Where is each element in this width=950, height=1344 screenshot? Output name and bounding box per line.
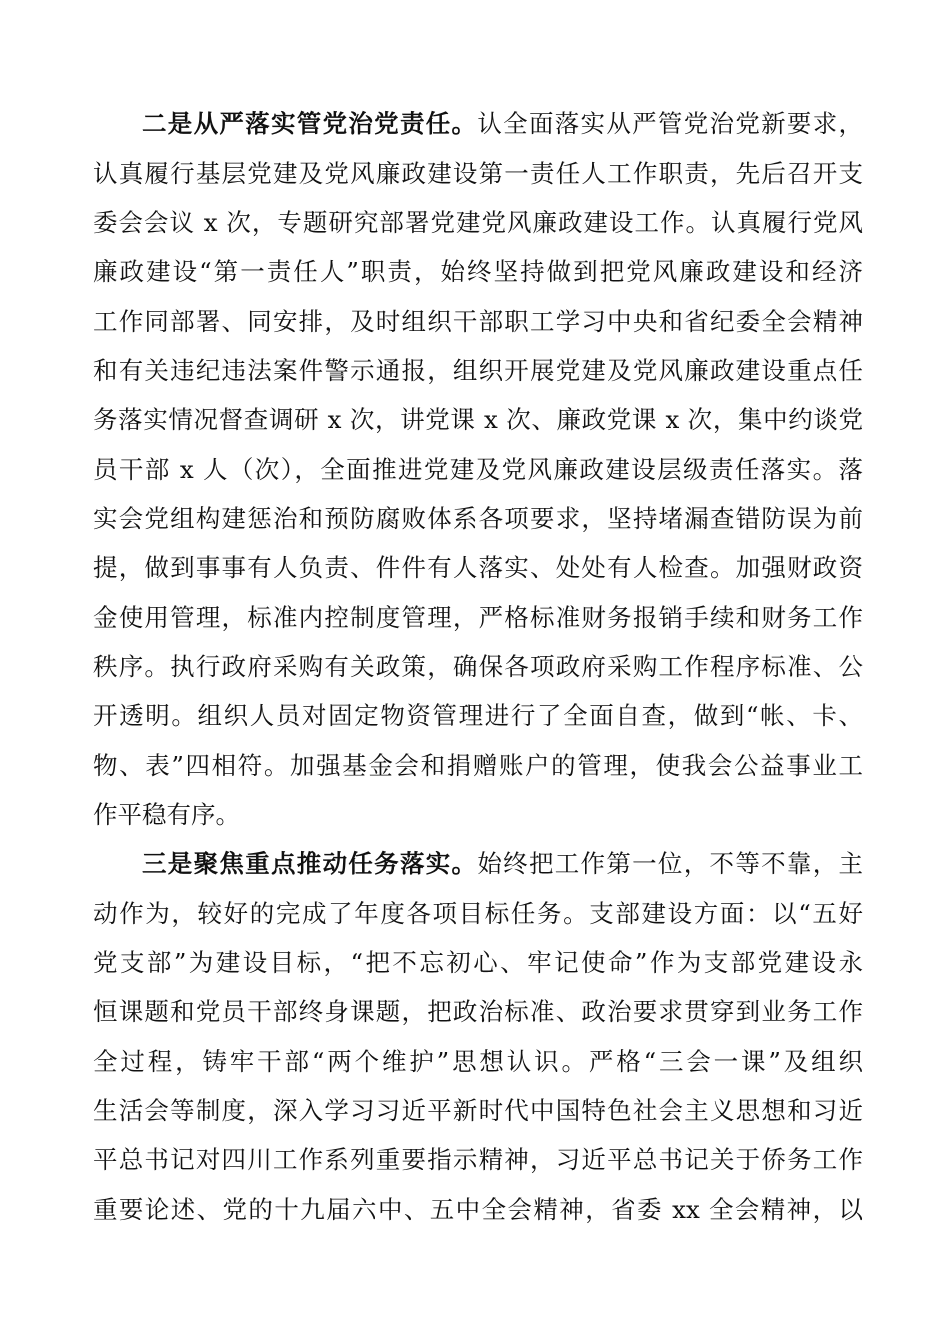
paragraph-1-text: 认全面落实从严管党治党新要求， — [477, 109, 863, 138]
paragraph-1-line-2: 认真履行基层党建及党风廉政建设第一责任人工作职责，先后召开支 — [93, 159, 863, 188]
paragraph-2-line-6: 生活会等制度，深入学习习近平新时代中国特色社会主义思想和习近 — [93, 1096, 863, 1125]
paragraph-2-line-1 — [142, 844, 863, 884]
paragraph-2-line-5: 全过程，铸牢干部“两个维护”思想认识。严格“三会一课”及组织 — [93, 1047, 863, 1076]
paragraph-1-line-14: 物、表”四相符。加强基金会和捐赠账户的管理，使我会公益事业工 — [93, 751, 863, 780]
paragraph-1-line-9: 实会党组构建惩治和预防腐败体系各项要求，坚持堵漏查错防误为前 — [93, 504, 863, 533]
paragraph-2-text: 始终把工作第一位，不等不靠，主 — [477, 849, 863, 878]
paragraph-2-line-3: 党支部”为建设目标，“把不忘初心、牢记使命”作为支部党建设永 — [93, 948, 863, 977]
paragraph-1-line-8: 员干部 x 人（次），全面推进党建及党风廉政建设层级责任落实。落 — [93, 455, 863, 484]
paragraph-2-line-7: 平总书记对四川工作系列重要指示精神，习近平总书记关于侨务工作 — [93, 1145, 863, 1174]
paragraph-1-line-1 — [142, 104, 863, 144]
paragraph-2-line-2: 动作为，较好的完成了年度各项目标任务。支部建设方面：以“五好 — [93, 899, 863, 928]
paragraph-1-line-10: 提，做到事事有人负责、件件有人落实、处处有人检查。加强财政资 — [93, 553, 863, 582]
paragraph-1-line-3: 委会会议 x 次，专题研究部署党建党风廉政建设工作。认真履行党风 — [93, 208, 863, 237]
paragraph-1-line-12: 秩序。执行政府采购有关政策，确保各项政府采购工作程序标准、公 — [93, 652, 863, 681]
paragraph-1-line-7: 务落实情况督查调研 x 次，讲党课 x 次、廉政党课 x 次，集中约谈党 — [93, 405, 863, 434]
paragraph-2-line-4: 恒课题和党员干部终身课题，把政治标准、政治要求贯穿到业务工作 — [93, 997, 863, 1026]
paragraph-2-heading: 三是聚焦重点推动任务落实。 — [142, 849, 478, 878]
paragraph-1-heading: 二是从严落实管党治党责任。 — [142, 109, 478, 138]
paragraph-1-line-15: 作平稳有序。 — [93, 800, 240, 829]
paragraph-1-line-11: 金使用管理，标准内控制度管理，严格标准财务报销手续和财务工作 — [93, 603, 863, 632]
paragraph-1-line-4: 廉政建设“第一责任人”职责，始终坚持做到把党风廉政建设和经济 — [93, 257, 863, 286]
paragraph-1-line-6: 和有关违纪违法案件警示通报，组织开展党建及党风廉政建设重点任 — [93, 356, 863, 385]
paragraph-1-line-13: 开透明。组织人员对固定物资管理进行了全面自查，做到“帐、卡、 — [93, 701, 863, 730]
paragraph-1-line-5: 工作同部署、同安排，及时组织干部职工学习中央和省纪委全会精神 — [93, 307, 863, 336]
paragraph-2-line-8: 重要论述、党的十九届六中、五中全会精神，省委 xx 全会精神，以 — [93, 1195, 863, 1224]
